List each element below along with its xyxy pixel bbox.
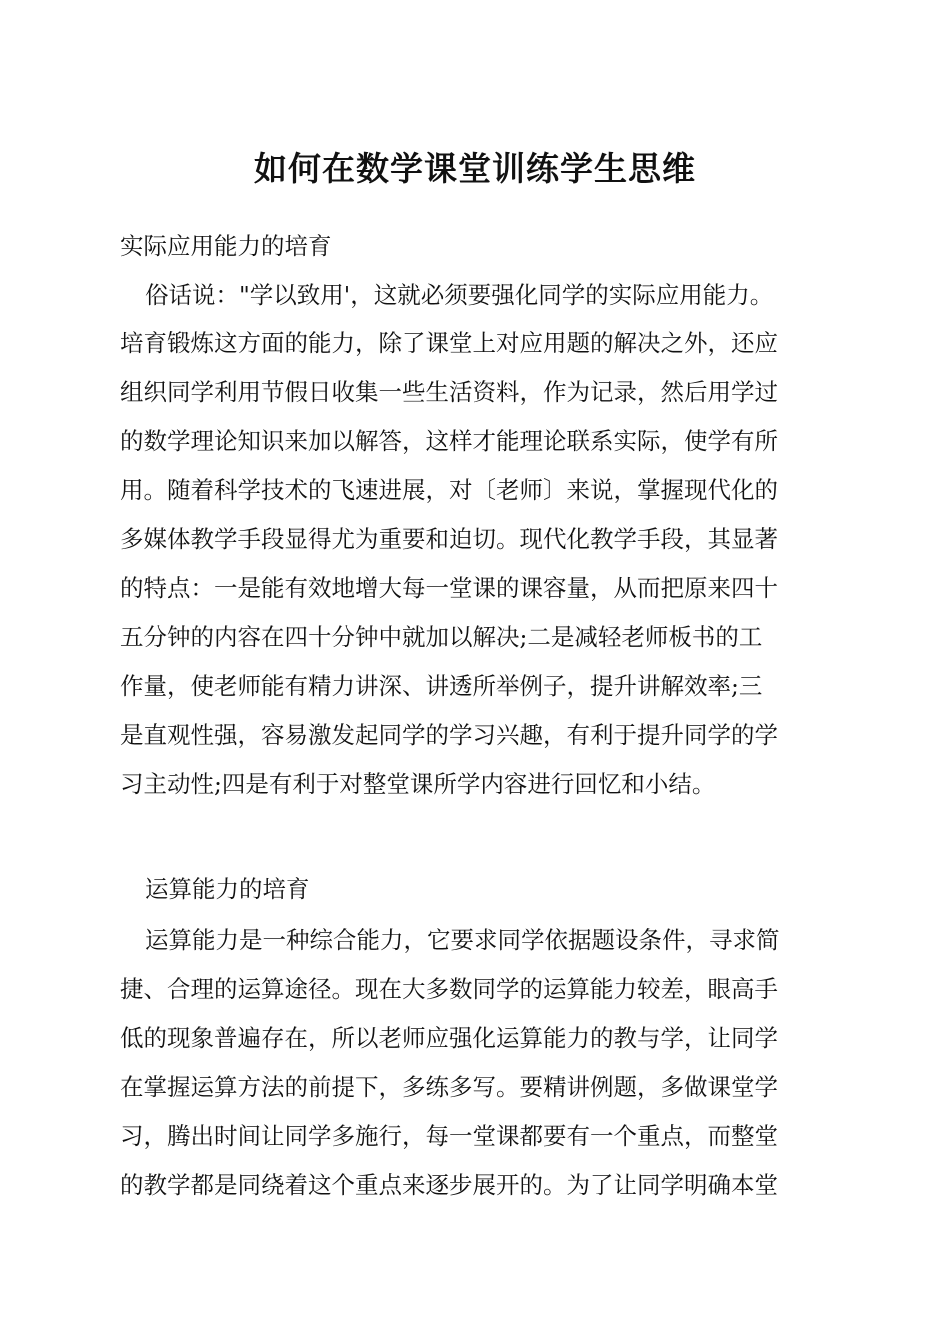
section1-line: 俗话说："学以致用'，这就必须要强化同学的实际应用能力。 (145, 281, 774, 309)
section1-line: 习主动性;四是有利于对整堂课所学内容进行回忆和小结。 (120, 770, 716, 798)
section2-line: 习，腾出时间让同学多施行，每一堂课都要有一个重点，而整堂 (120, 1122, 778, 1150)
section1-line: 的数学理论知识来加以解答，这样才能理论联系实际，使学有所 (120, 427, 778, 455)
section1-line: 作量，使老师能有精力讲深、讲透所举例子，提升讲解效率;三 (120, 672, 763, 700)
section1-line: 的特点：一是能有效地增大每一堂课的课容量，从而把原来四十 (120, 574, 778, 602)
section1-line: 多媒体教学手段显得尤为重要和迫切。现代化教学手段，其显著 (120, 525, 778, 553)
section1-line: 五分钟的内容在四十分钟中就加以解决;二是减轻老师板书的工 (120, 623, 763, 651)
section1-line: 用。随着科学技术的飞速进展，对〔老师〕来说，掌握现代化的 (120, 476, 778, 504)
section1-line: 是直观性强，容易激发起同学的学习兴趣，有利于提升同学的学 (120, 721, 778, 749)
section2-line: 的教学都是同绕着这个重点来逐步展开的。为了让同学明确本堂 (120, 1171, 778, 1199)
section1-line: 组织同学利用节假日收集一些生活资料，作为记录，然后用学过 (120, 378, 778, 406)
section2-line: 捷、合理的运算途径。现在大多数同学的运算能力较差，眼高手 (120, 975, 778, 1003)
section1-heading: 实际应用能力的培育 (120, 232, 332, 260)
section2-heading: 运算能力的培育 (145, 875, 310, 903)
document-title: 如何在数学课堂训练学生思维 (254, 149, 696, 188)
section2-line: 运算能力是一种综合能力，它要求同学依据题设条件，寻求简 (145, 926, 780, 954)
section2-line: 低的现象普遍存在，所以老师应强化运算能力的教与学，让同学 (120, 1024, 778, 1052)
section1-line: 培育锻炼这方面的能力，除了课堂上对应用题的解决之外，还应 (120, 329, 778, 357)
section2-line: 在掌握运算方法的前提下，多练多写。要精讲例题，多做课堂学 (120, 1073, 778, 1101)
